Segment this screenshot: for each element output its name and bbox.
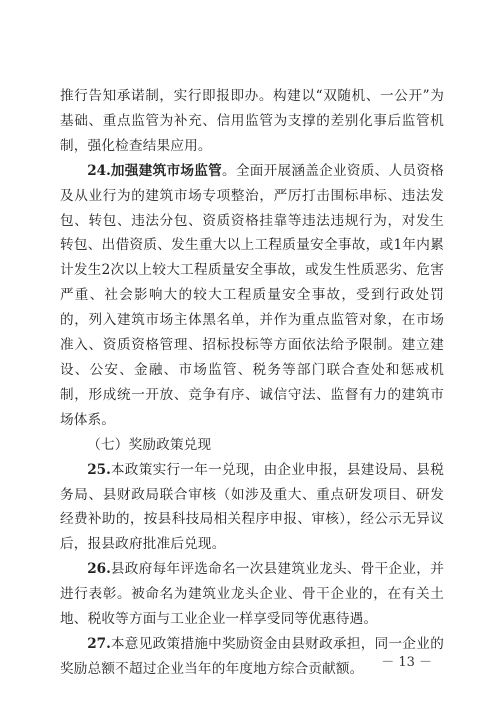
paragraph-text: 推行告知承诺制，实行即报即办。构建以“双随机、一公开”为基础、重点监管为补充、信用监管为支撑的差别化事后监管机制，强化检查结果应用。 [60,88,444,154]
paragraph-continuation [60,84,444,159]
item-number: 27. [87,635,111,652]
item-number: 25. [87,461,111,478]
paragraph-text: 本政策实行一年一兑现，由企业申报，县建设局、县税务局、县财政局联合审核（如涉及重大、重点研发项目、研发经费补助的，按县科技局相关程序申报、审核），经公示无异议后，报县政府批准后兑现。 [60,461,444,553]
body-text [60,84,444,682]
paragraph-item-25 [60,458,444,558]
paragraph-text: 本意见政策措施中奖励资金由县财政承担，同一企业的奖励总额不超过企业当年的年度地方综合贡献额。 [60,635,444,677]
section-heading-text: （七）奖励政策兑现 [87,436,212,453]
paragraph-text: 。全面开展涵盖企业资质、人员资格及从业行为的建筑市场专项整治，严厉打击围标串标、违法发包、转包、违法分包、资质资格挂靠等违法违规行为，对发生转包、出借资质、发生重大以上工程质量安全事故，或1年内累计发生2次以上较大工程质量安全事故，或发生性质恶劣、危害严重、社会影响大的较大工程质量安全事故，受到行政处罚的，列入建筑市场主体黑名单，并作为重点监管对象，在市场准入、资质资格管理、招标投标等方面依法给予限制。建立建设、公安、金融、市场监管、税务等部门联合查处和惩戒机制，形成统一开放、竞争有序、诚信守法、监督有力的建筑市场体系。 [60,162,444,428]
paragraph-item-24 [60,159,444,433]
item-number: 24. [87,162,111,179]
paragraph-text: 县政府每年评选命名一次县建筑业龙头、骨干企业，并进行表彰。被命名为建筑业龙头企业、骨干企业的，在有关土地、税收等方面与工业企业一样享受同等优惠待遇。 [60,561,444,628]
page-number: － 13 － [381,655,432,670]
item-number: 26. [87,561,111,578]
item-heading: 加强建筑市场监管 [110,162,222,179]
paragraph-item-26 [60,557,444,632]
section-heading [60,433,444,458]
